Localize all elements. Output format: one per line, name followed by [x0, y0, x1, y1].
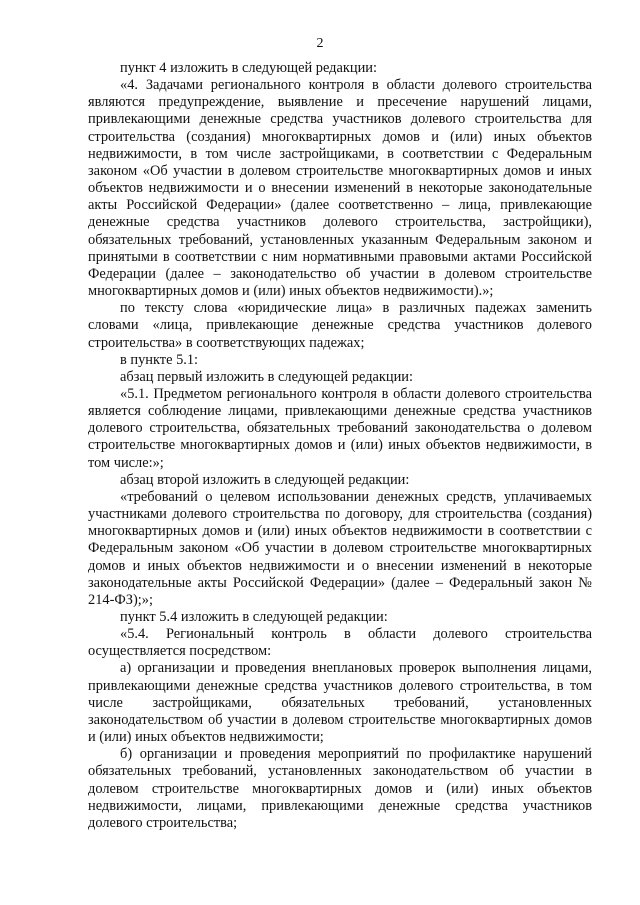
- page-number: 2: [316, 36, 324, 51]
- paragraph-subitem-a: а) организации и проведения внеплановых проверок выполнения лицами, привлекающими денежные средства участников долевого строительства, в том числе застройщиками, обязательных требований, установленных законодательством об участии в долевом строительстве многоквартирных домов и (или) иных объектов недвижимости;: [88, 660, 592, 746]
- paragraph-first-abzac-intro: абзац первый изложить в следующей редакции:: [120, 368, 414, 385]
- paragraph-second-abzac-intro: абзац второй изложить в следующей редакции:: [120, 471, 410, 488]
- paragraph-subitem-b: б) организации и проведения мероприятий по профилактике нарушений обязательных требований, установленных законодательством об участии в долевом строительстве многоквартирных домов и (или) иных объектов недвижимости, лицами, привлекающими денежные средства участников долевого строительства;: [88, 746, 592, 831]
- paragraph-item-5-4-intro: пункт 5.4 изложить в следующей редакции:: [120, 609, 388, 625]
- paragraph-item-5-1-intro: в пункте 5.1:: [120, 351, 199, 368]
- paragraph-requirements-text: «требований о целевом использовании денежных средств, уплачиваемых участниками долевого строительства по договору, для строительства (создания) многоквартирных домов и (или) иных объектов недвижимости в соответствии с Федеральным законом «Об участии в долевом строительстве многоквартирных домов и иных объектов недвижимости и о внесении изменений в некоторые законодательные акты Российской Федерации» (далее – Федеральный закон № 214-ФЗ);»;: [88, 488, 592, 608]
- paragraph-item-4-text: «4. Задачами регионального контроля в области долевого строительства являются предупреждение, выявление и пресечение нарушений лицами, привлекающими денежные средства участников долевого строительства для строительства (создания) многоквартирных домов и (или) иных объектов недвижимости, в том числе застройщиками, в соответствии с Федеральным законом «Об участии в долевом строительстве многоквартирных домов и иных объектов недвижимости и о внесении изменений в некоторые законодательные акты Российской Федерации» (далее соответственно – лица, привлекающие денежные средства участников долевого строительства, застройщики), обязательных требований, установленных указанным Федеральным законом и принятыми в соответствии с ним нормативными правовыми актами Российской Федерации (далее – законодательство об участии в долевом строительстве многоквартирных домов и (или) иных объектов недвижимости).»;: [88, 77, 592, 300]
- paragraph-item-5-4-text: «5.4. Региональный контроль в области долевого строительства осуществляется посредством:: [88, 626, 592, 660]
- paragraph-item-4-intro: пункт 4 изложить в следующей редакции:: [120, 60, 377, 76]
- paragraph-replace-words: по тексту слова «юридические лица» в различных падежах заменить словами «лица, привлекающие денежные средства участников долевого строительства» в соответствующих падежах;: [88, 300, 592, 351]
- paragraph-item-5-1-text: «5.1. Предметом регионального контроля в области долевого строительства является соблюдение лицами, привлекающими денежные средства участников долевого строительства, обязательных требований законодательства о долевом строительстве многоквартирных домов и (или) иных объектов недвижимости, в том числе:»;: [88, 385, 592, 471]
- document-body: [88, 60, 592, 832]
